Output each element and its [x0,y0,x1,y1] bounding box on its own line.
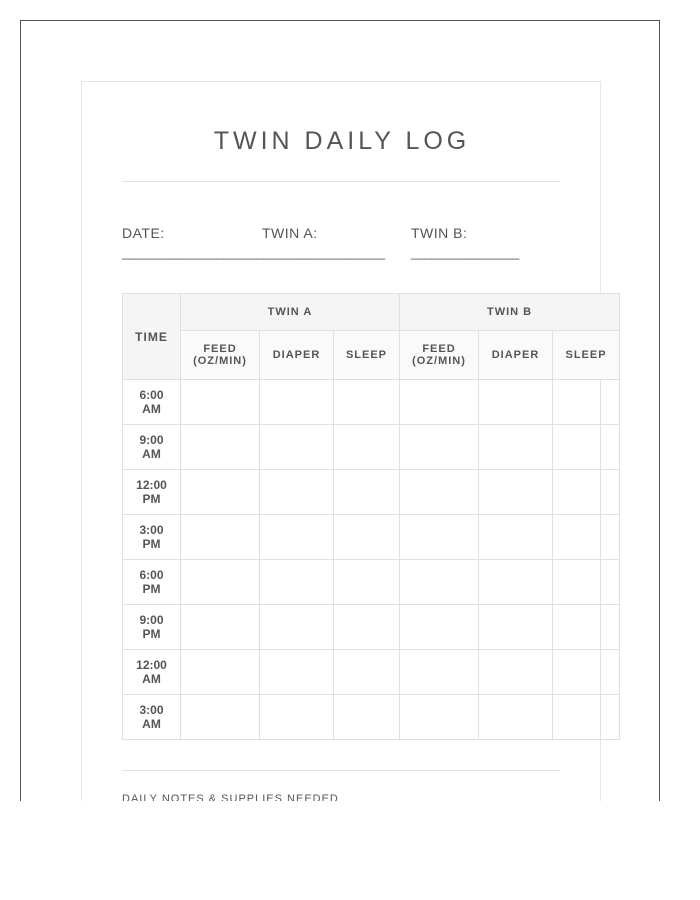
twin-b-write-line[interactable]: ________________ [411,245,519,260]
entry-cell[interactable] [479,605,553,650]
time-cell: 9:00 PM [123,605,181,650]
time-cell: 6:00 AM [123,380,181,425]
entry-cell[interactable] [400,560,479,605]
entry-cell[interactable] [601,470,620,515]
entry-cell[interactable] [553,560,601,605]
entry-cell[interactable] [181,515,260,560]
entry-cell[interactable] [260,650,334,695]
entry-cell[interactable] [479,425,553,470]
entry-cell[interactable] [400,650,479,695]
log-sheet [81,81,607,801]
time-cell: 9:00 AM [123,425,181,470]
entry-cell[interactable] [400,515,479,560]
date-label: DATE: [122,225,165,241]
time-cell: 6:00 PM [123,560,181,605]
table-row [123,380,620,425]
entry-cell[interactable] [334,470,400,515]
entry-cell[interactable] [400,425,479,470]
entry-cell[interactable] [601,560,620,605]
entry-cell[interactable] [181,650,260,695]
twin-b-group-header: TWIN B [400,294,620,331]
twin-a-group-header: TWIN A [181,294,400,331]
entry-cell[interactable] [553,425,601,470]
twin-b-diaper-header: DIAPER [479,331,553,380]
entry-cell[interactable] [479,560,553,605]
entry-cell[interactable] [260,515,334,560]
daily-log-table [122,293,620,740]
entry-cell[interactable] [553,380,601,425]
entry-cell[interactable] [601,650,620,695]
twin-b-sleep-header: SLEEP [553,331,620,380]
twin-a-feed-header: FEED (OZ/MIN) [181,331,260,380]
entry-cell[interactable] [260,560,334,605]
page-frame [20,20,660,801]
entry-cell[interactable] [553,515,601,560]
entry-cell[interactable] [601,695,620,740]
entry-cell[interactable] [400,380,479,425]
entry-cell[interactable] [400,470,479,515]
entry-cell[interactable] [260,605,334,650]
title-divider [122,181,560,182]
entry-cell[interactable] [479,470,553,515]
time-cell: 3:00 PM [123,515,181,560]
time-column-header: TIME [123,294,181,380]
table-row [123,650,620,695]
twin-b-feed-header: FEED (OZ/MIN) [400,331,479,380]
date-twin-a-write-line[interactable]: _______________________________________ [122,245,385,260]
entry-cell[interactable] [553,470,601,515]
entry-cell[interactable] [400,695,479,740]
table-row [123,560,620,605]
entry-cell[interactable] [260,380,334,425]
entry-cell[interactable] [181,380,260,425]
entry-cell[interactable] [334,560,400,605]
entry-cell[interactable] [260,470,334,515]
table-row [123,605,620,650]
entry-cell[interactable] [181,560,260,605]
entry-cell[interactable] [601,515,620,560]
entry-cell[interactable] [601,425,620,470]
entry-cell[interactable] [334,515,400,560]
twin-a-diaper-header: DIAPER [260,331,334,380]
table-row [123,695,620,740]
entry-cell[interactable] [334,425,400,470]
time-cell: 3:00 AM [123,695,181,740]
entry-cell[interactable] [479,515,553,560]
time-cell: 12:00 PM [123,470,181,515]
page-title: TWIN DAILY LOG [213,127,471,155]
time-cell: 12:00 AM [123,650,181,695]
entry-cell[interactable] [479,695,553,740]
entry-cell[interactable] [479,650,553,695]
twin-a-sleep-header: SLEEP [334,331,400,380]
notes-heading: DAILY NOTES & SUPPLIES NEEDED [122,793,339,801]
entry-cell[interactable] [334,380,400,425]
entry-cell[interactable] [181,605,260,650]
table-row [123,425,620,470]
entry-cell[interactable] [553,605,601,650]
table-row [123,470,620,515]
entry-cell[interactable] [479,380,553,425]
entry-cell[interactable] [181,425,260,470]
notes-divider [122,770,560,771]
entry-cell[interactable] [260,695,334,740]
entry-cell[interactable] [260,425,334,470]
entry-cell[interactable] [400,605,479,650]
entry-cell[interactable] [334,605,400,650]
twin-b-label: TWIN B: [411,225,468,241]
table-row [123,515,620,560]
entry-cell[interactable] [181,695,260,740]
entry-cell[interactable] [334,695,400,740]
entry-cell[interactable] [553,695,601,740]
entry-cell[interactable] [601,605,620,650]
twin-a-label: TWIN A: [262,225,318,241]
entry-cell[interactable] [181,470,260,515]
entry-cell[interactable] [334,650,400,695]
entry-cell[interactable] [553,650,601,695]
entry-cell[interactable] [601,380,620,425]
